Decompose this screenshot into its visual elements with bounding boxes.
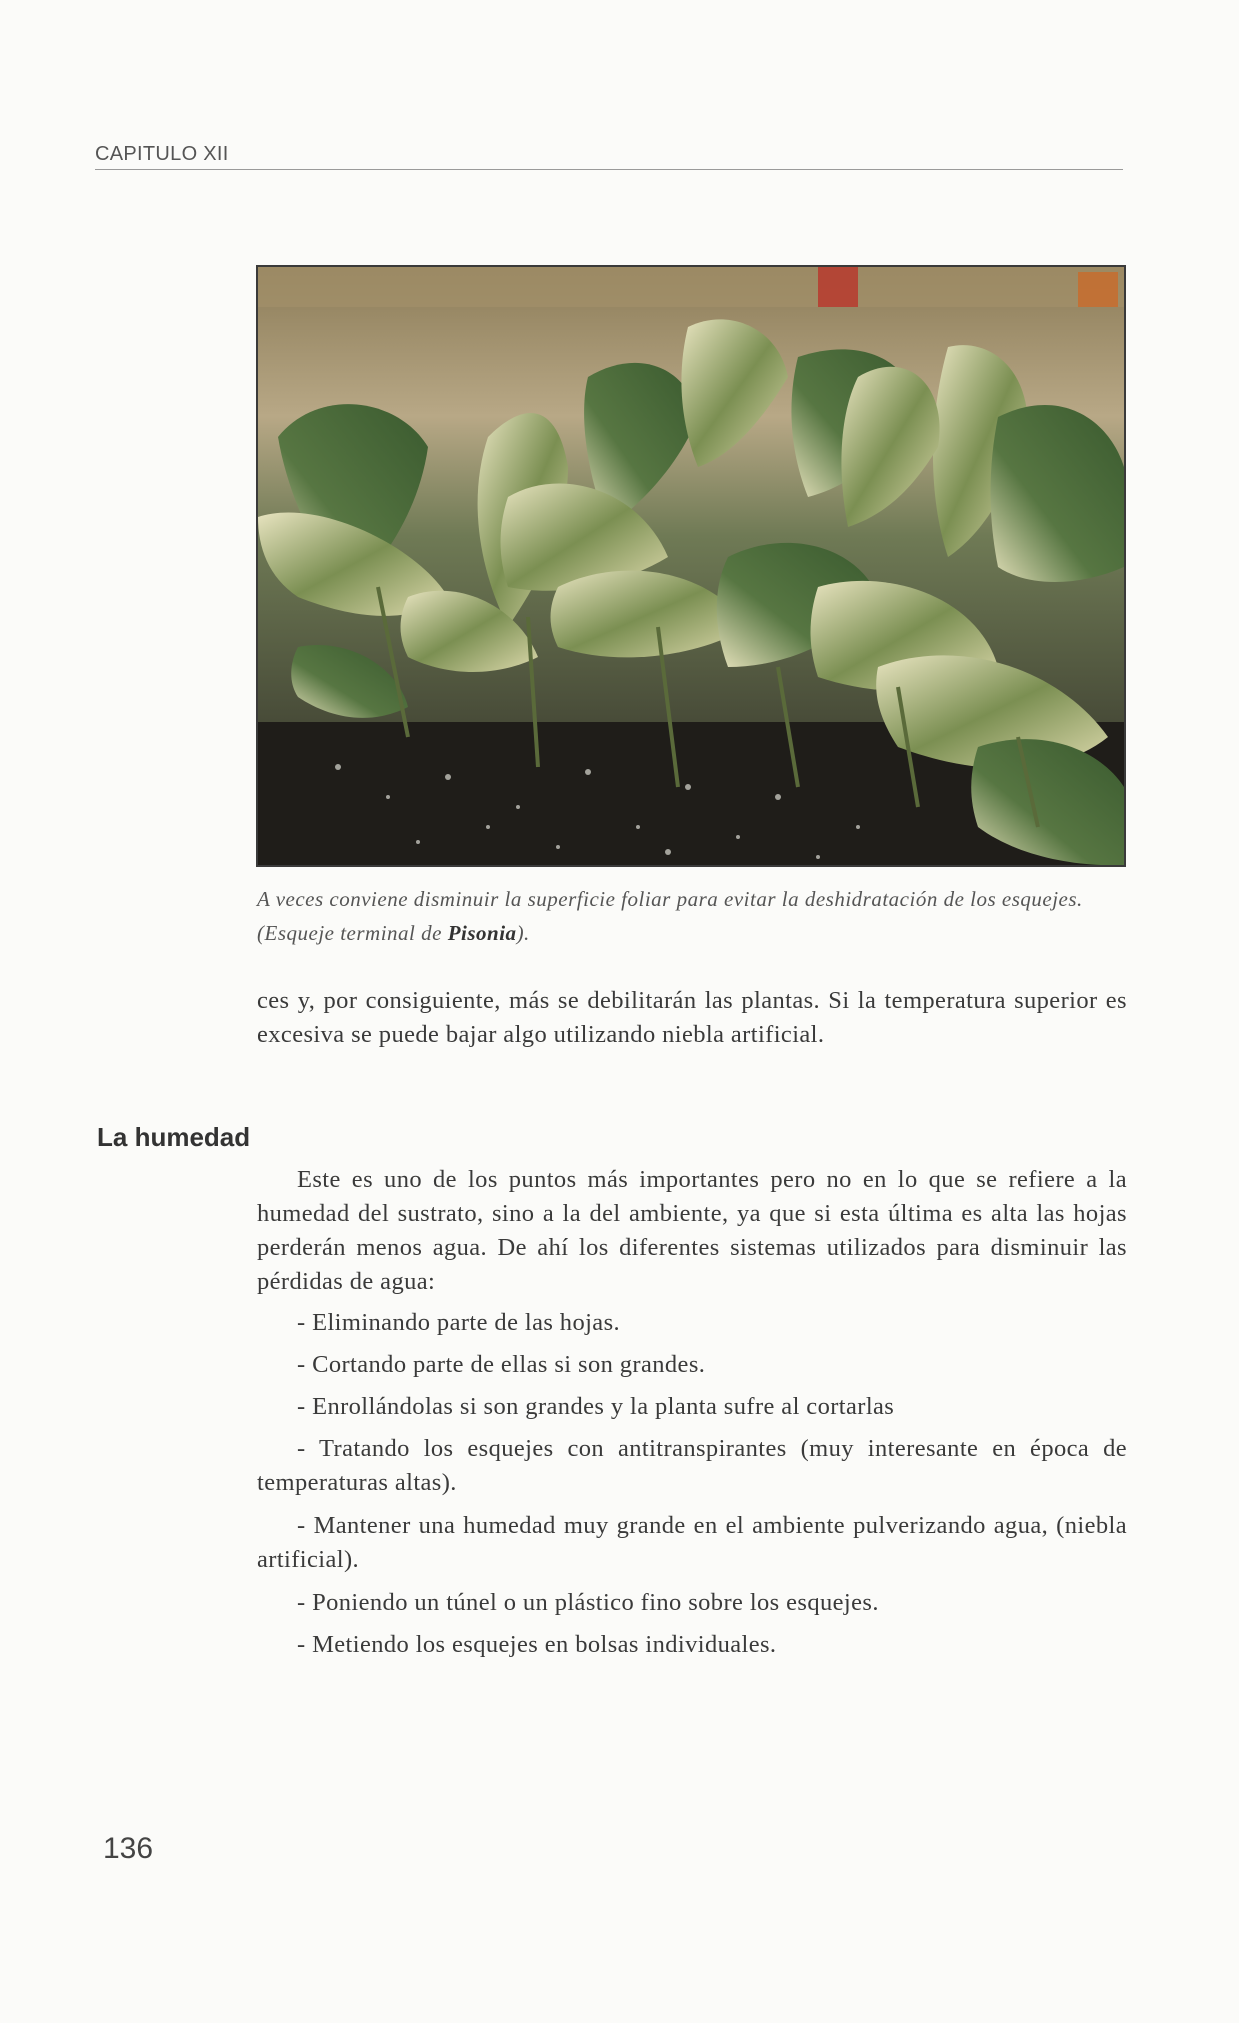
section-paragraph: Este es uno de los puntos más importantes pero no en lo que se refiere a la humedad del sustrato, sino a la del ambiente, ya que si esta última es alta las hojas perderán menos agua. De ahí los diferentes sistemas utilizados para disminuir las pérdidas de agua: <box>257 1166 1127 1295</box>
chapter-header: CAPITULO XII <box>95 143 229 165</box>
caption-text: A veces conviene disminuir la superficie foliar para evitar la deshidratación de los esquejes. (Esqueje terminal de <box>257 887 1083 945</box>
section-heading: La humedad <box>97 1122 251 1152</box>
list-item: - Metiendo los esquejes en bolsas individuales. <box>297 1631 777 1658</box>
plant-cuttings-photo <box>256 265 1126 867</box>
list-item: - Enrollándolas si son grandes y la planta sufre al cortarlas <box>297 1393 895 1420</box>
list-item: - Eliminando parte de las hojas. <box>297 1309 621 1336</box>
list-item: - Poniendo un túnel o un plástico fino sobre los esquejes. <box>297 1589 879 1616</box>
intro-paragraph: ces y, por consiguiente, más se debilitarán las plantas. Si la temperatura superior es excesiva se puede bajar algo utilizando niebla artificial. <box>257 987 1127 1048</box>
page-number: 136 <box>103 1832 154 1865</box>
list-item: - Tratando los esquejes con antitranspirantes (muy interesante en época de temperaturas altas). <box>257 1435 1127 1496</box>
header-divider <box>95 169 1123 170</box>
caption-end: ). <box>516 921 530 945</box>
caption-species: Pisonia <box>447 921 517 945</box>
list-item: - Cortando parte de ellas si son grandes. <box>297 1351 706 1378</box>
list-item: - Mantener una humedad muy grande en el ambiente pulverizando agua, (niebla artificial). <box>257 1512 1127 1573</box>
figure-caption <box>257 882 1117 950</box>
